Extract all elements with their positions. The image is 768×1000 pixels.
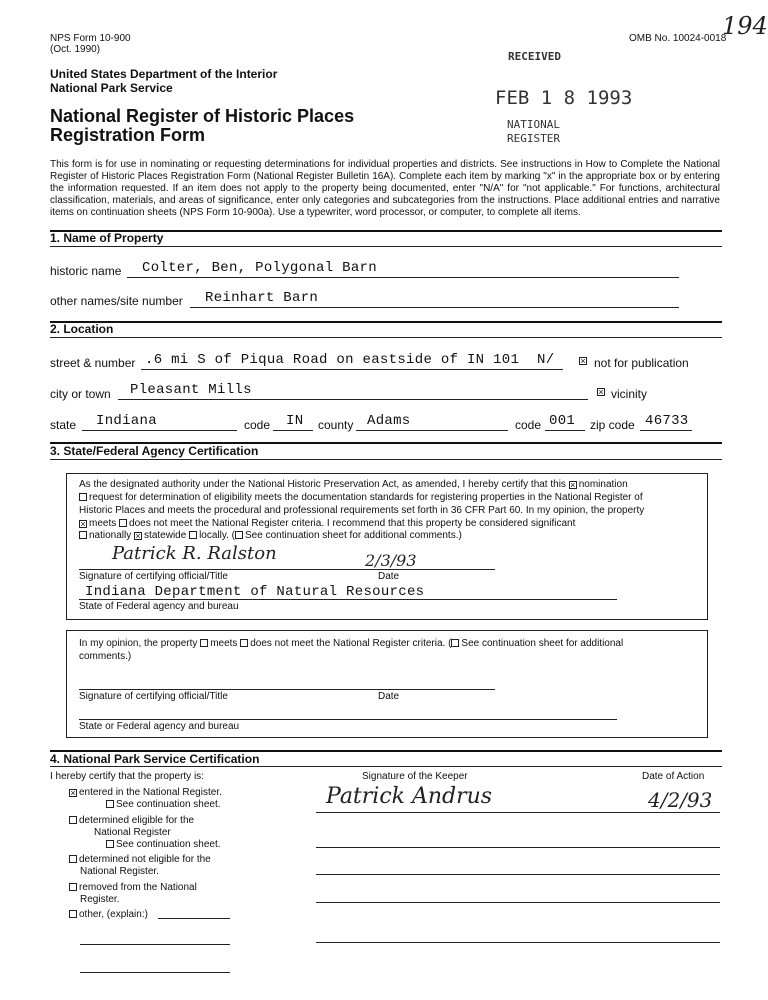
keeper-intro: I hereby certify that the property is: — [50, 771, 204, 782]
keeper-signature-label: Signature of the Keeper — [362, 771, 468, 782]
stamp-national: NATIONAL — [507, 118, 560, 131]
stamp-date: FEB 1 8 1993 — [495, 87, 633, 109]
opinion-line1: In my opinion, the property meets does not meet the National Register criteria. ( See continuation sheet for additional — [79, 638, 624, 649]
opinion-signature-label: Signature of certifying official/Title — [79, 691, 228, 702]
not-eligible-checkbox[interactable] — [69, 855, 77, 863]
vicinity-checkbox[interactable] — [597, 388, 605, 396]
certifying-date: 2/3/93 — [365, 551, 417, 570]
nationally-checkbox[interactable] — [79, 531, 87, 539]
stamp-register: REGISTER — [507, 132, 560, 145]
opinion-date-label: Date — [378, 691, 400, 702]
county-label: county — [318, 418, 354, 432]
eligible-item-line2: National Register — [94, 827, 171, 838]
keeper-line-4 — [316, 902, 720, 903]
not-eligible-item-line2: National Register. — [80, 866, 159, 877]
opinion-agency-line — [79, 719, 617, 720]
historic-name-value[interactable]: Colter, Ben, Polygonal Barn — [142, 260, 377, 276]
instructions-paragraph: This form is for use in nominating or requesting determinations for individual properties and districts. See instructions in How to Complete the National Register of Historic Places Registration Form (National Register Bulletin 16A). Complete each item by marking "x" in the appropriate box or by entering the information requested. If an item does not apply to the property being documented, enter "N/A" for "not applicable." For functions, architectural classification, materials, and areas of significance, enter only categories and subcategories from the instructions. Place additional entries and narrative items on continuation sheets (NPS Form 10-900a). Use a typewriter, word processor, or computer, to complete all items. — [50, 159, 720, 218]
removed-item-line2: Register. — [80, 894, 120, 905]
request-checkbox[interactable] — [79, 493, 87, 501]
section2-rule — [50, 321, 722, 323]
not-eligible-item: determined not eligible for the — [69, 854, 211, 866]
cert-line4: ×meets does not meet the National Register criteria. I recommend that this property be considered significant — [79, 518, 575, 530]
street-line — [141, 369, 563, 370]
city-label: city or town — [50, 387, 111, 401]
state-line — [82, 430, 237, 431]
form-date: (Oct. 1990) — [50, 44, 101, 55]
other-names-label: other names/site number — [50, 294, 183, 308]
removed-checkbox[interactable] — [69, 883, 77, 891]
street-label: street & number — [50, 356, 136, 370]
department: United States Department of the Interior — [50, 67, 278, 81]
county-code-value[interactable]: 001 — [549, 413, 576, 429]
section1-title: 1. Name of Property — [50, 231, 164, 245]
section4-underline — [50, 766, 722, 767]
form-title-line1: National Register of Historic Places — [50, 106, 355, 126]
opinion-line2: comments.) — [79, 651, 132, 662]
agency-value[interactable]: Indiana Department of Natural Resources — [85, 584, 425, 600]
entered-checkbox[interactable] — [69, 789, 77, 797]
eligible-checkbox[interactable] — [69, 816, 77, 824]
city-line — [118, 399, 588, 400]
section1-underline — [50, 246, 722, 247]
na-mark: N/ — [537, 352, 555, 368]
other-item: other, (explain:) — [69, 909, 148, 921]
does-not-meet-checkbox[interactable] — [119, 519, 127, 527]
cert-line5: nationally × statewide locally. ( See continuation sheet for additional comments.) — [79, 530, 462, 542]
other-checkbox[interactable] — [69, 910, 77, 918]
locally-checkbox[interactable] — [189, 531, 197, 539]
county-value[interactable]: Adams — [367, 413, 411, 429]
agency-label: State of Federal agency and bureau — [79, 601, 239, 612]
keeper-line-2 — [316, 847, 720, 848]
not-for-publication-checkbox[interactable] — [579, 357, 587, 365]
section3-underline — [50, 459, 722, 460]
state-label: state — [50, 418, 77, 432]
state-value[interactable]: Indiana — [96, 413, 157, 429]
form-number: NPS Form 10-900 — [50, 33, 131, 44]
opinion-not-meet-checkbox[interactable] — [240, 639, 248, 647]
action-date: 4/2/93 — [648, 788, 713, 812]
agency-line — [79, 599, 617, 600]
opinion-continuation-checkbox[interactable] — [451, 639, 459, 647]
section2-title: 2. Location — [50, 322, 114, 336]
cert-line3: Historic Places and meets the procedural and professional requirements set forth in 36 CFR Part 60. In my opinion, the property — [79, 505, 645, 516]
other-names-line — [190, 307, 679, 308]
state-code-label: code — [244, 418, 271, 432]
opinion-signature-line — [79, 689, 495, 690]
form-title-line2: Registration Form — [50, 125, 206, 145]
zip-value[interactable]: 46733 — [645, 413, 689, 429]
zip-label: zip code — [590, 418, 635, 432]
state-code-line — [273, 430, 313, 431]
eligible-item: determined eligible for the — [69, 815, 194, 827]
date-label: Date — [378, 571, 400, 582]
service: National Park Service — [50, 81, 173, 95]
stamp-received: RECEIVED — [508, 50, 561, 63]
certifying-signature: Patrick R. Ralston — [112, 543, 277, 564]
continuation-checkbox[interactable] — [235, 531, 243, 539]
entered-continuation: See continuation sheet. — [106, 799, 221, 811]
city-value[interactable]: Pleasant Mills — [130, 382, 252, 398]
meets-checkbox[interactable] — [79, 520, 87, 528]
street-value[interactable]: .6 mi S of Piqua Road on eastside of IN 101 — [145, 352, 520, 368]
signature-label: Signature of certifying official/Title — [79, 571, 228, 582]
county-code-label: code — [515, 418, 542, 432]
eligible-continuation: See continuation sheet. — [106, 839, 221, 851]
omb-number: OMB No. 10024-0018 — [629, 33, 727, 44]
vicinity-label: vicinity — [611, 387, 648, 401]
historic-name-label: historic name — [50, 264, 122, 278]
keeper-line-1 — [316, 812, 720, 813]
county-code-line — [545, 430, 585, 431]
section4-title: 4. National Park Service Certification — [50, 752, 260, 766]
keeper-signature: Patrick Andrus — [326, 784, 493, 809]
not-for-publication-label: not for publication — [594, 356, 689, 370]
opinion-meets-checkbox[interactable] — [200, 639, 208, 647]
eligible-continuation-checkbox[interactable] — [106, 840, 114, 848]
statewide-checkbox[interactable] — [134, 532, 142, 540]
opinion-agency-label: State or Federal agency and bureau — [79, 721, 240, 732]
zip-line — [640, 430, 692, 431]
other-line-2[interactable] — [80, 944, 230, 945]
section3-title: 3. State/Federal Agency Certification — [50, 444, 259, 458]
date-of-action-label: Date of Action — [642, 771, 705, 782]
section2-underline — [50, 337, 722, 338]
keeper-line-3 — [316, 874, 720, 875]
county-line — [356, 430, 508, 431]
handwritten-number: 194 — [722, 12, 768, 40]
entered-continuation-checkbox[interactable] — [106, 800, 114, 808]
removed-item: removed from the National — [69, 882, 197, 894]
keeper-line-5 — [316, 942, 720, 943]
other-line-3[interactable] — [80, 972, 230, 973]
entered-item: ×entered in the National Register. — [69, 787, 222, 799]
signature-line — [79, 569, 495, 570]
historic-name-line — [127, 277, 679, 278]
state-code-value[interactable]: IN — [286, 413, 304, 429]
nomination-checkbox[interactable] — [569, 481, 577, 489]
other-names-value[interactable]: Reinhart Barn — [205, 290, 319, 306]
other-explain-line[interactable] — [158, 918, 230, 919]
cert-line2: request for determination of eligibility meets the documentation standards for registering properties in the National Register of — [79, 492, 643, 504]
cert-line1: As the designated authority under the National Historic Preservation Act, as amended, I hereby certify that this × nomination — [79, 479, 628, 491]
